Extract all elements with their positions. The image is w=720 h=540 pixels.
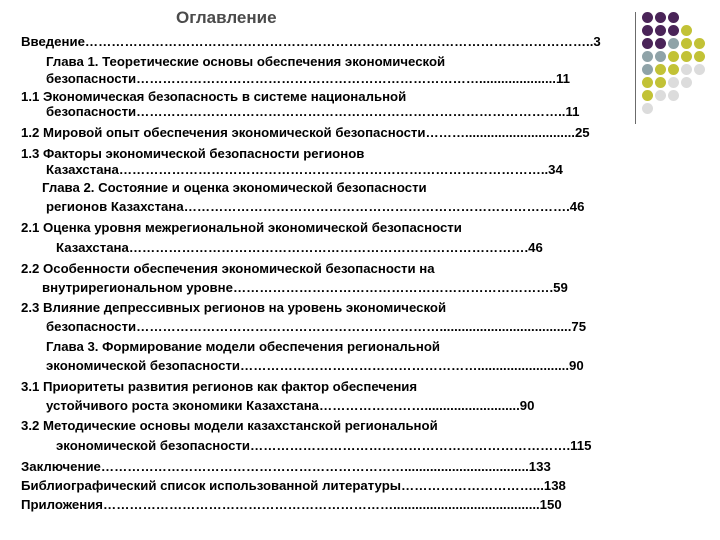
toc-line-chapter2: Глава 2. Состояние и оценка экономической безопасности xyxy=(42,180,427,195)
toc-line-3-2: 3.2 Методические основы модели казахстанской региональной xyxy=(21,418,438,433)
decorative-dot xyxy=(694,38,705,49)
decorative-dot xyxy=(655,90,666,101)
toc-line-2-1-cont: Казахстана……………………………………………………………………………….46 xyxy=(56,240,543,255)
toc-line-3-1-cont: устойчивого роста экономики Казахстана……………………..........................90 xyxy=(46,398,535,413)
decorative-dot xyxy=(642,64,653,75)
toc-line-chapter1: Глава 1. Теоретические основы обеспечения экономической xyxy=(46,54,446,69)
toc-line-1-3-cont: Казахстана……………………………………………………………………………………..34 xyxy=(46,162,563,177)
decorative-dot xyxy=(655,25,666,36)
toc-line-chapter2-cont: регионов Казахстана…………………………………………………………………………….46 xyxy=(46,199,585,214)
toc-line-1-3: 1.3 Факторы экономической безопасности регионов xyxy=(21,146,365,161)
toc-line-2-1: 2.1 Оценка уровня межрегиональной экономической безопасности xyxy=(21,220,462,235)
decorative-dot xyxy=(668,25,679,36)
toc-line-intro: Введение……………………………………………………………………………………………………..3 xyxy=(21,34,601,49)
decorative-dot xyxy=(681,51,692,62)
toc-line-1-1: 1.1 Экономическая безопасность в системе национальной xyxy=(21,89,407,104)
toc-line-2-3: 2.3 Влияние депрессивных регионов на уровень экономической xyxy=(21,300,447,315)
toc-line-2-3-cont: безопасности……………………………………………………………....................................75 xyxy=(46,319,587,334)
decorative-dot xyxy=(668,38,679,49)
decorative-dot xyxy=(681,38,692,49)
decorative-dot xyxy=(655,77,666,88)
decorative-dot xyxy=(642,51,653,62)
decorative-dot xyxy=(655,64,666,75)
decorative-dot xyxy=(668,90,679,101)
decorative-dot xyxy=(642,38,653,49)
decorative-dot xyxy=(668,77,679,88)
decorative-dot xyxy=(655,51,666,62)
page-title: Оглавление xyxy=(176,8,277,27)
toc-line-2-2: 2.2 Особенности обеспечения экономической безопасности на xyxy=(21,261,435,276)
toc-line-3-2-cont: экономической безопасности……………………………………………………………….115 xyxy=(56,438,592,453)
decorative-dot xyxy=(642,12,653,23)
decorative-dot xyxy=(655,38,666,49)
decorative-dot xyxy=(668,64,679,75)
toc-line-1-2: 1.2 Мировой опыт обеспечения экономической безопасности………..............................25 xyxy=(21,125,590,140)
toc-line-2-2-cont: внутрирегиональном уровне……………………………………………………………….59 xyxy=(42,280,568,295)
decorative-dot xyxy=(681,64,692,75)
decorative-dot xyxy=(681,77,692,88)
decorative-dot xyxy=(681,25,692,36)
decorative-dot xyxy=(668,12,679,23)
toc-line-bibliography: Библиографический список использованной литературы…………………………...138 xyxy=(21,478,566,493)
decorative-dot xyxy=(694,64,705,75)
decorative-dot xyxy=(642,77,653,88)
toc-line-chapter3: Глава 3. Формирование модели обеспечения региональной xyxy=(46,339,440,354)
toc-line-conclusion: Заключение……………………………………………………………..................................133 xyxy=(21,459,551,474)
decorative-dot xyxy=(642,90,653,101)
toc-line-chapter1-cont: безопасности…………………………………………………………………….....................11 xyxy=(46,71,570,86)
decorative-divider xyxy=(635,12,636,124)
decorative-dot xyxy=(642,25,653,36)
decorative-dot xyxy=(668,51,679,62)
decorative-dot xyxy=(642,103,653,114)
toc-line-chapter3-cont: экономической безопасности……………………………………………….........................90 xyxy=(46,358,584,373)
decorative-dot xyxy=(655,12,666,23)
decorative-dot xyxy=(694,51,705,62)
toc-line-3-1: 3.1 Приоритеты развития регионов как фактор обеспечения xyxy=(21,379,418,394)
toc-line-appendix: Приложения…………………………………………………………........................................150 xyxy=(21,497,562,512)
toc-line-1-1-cont: безопасности……………………………………………………………………………………..11 xyxy=(46,104,580,119)
